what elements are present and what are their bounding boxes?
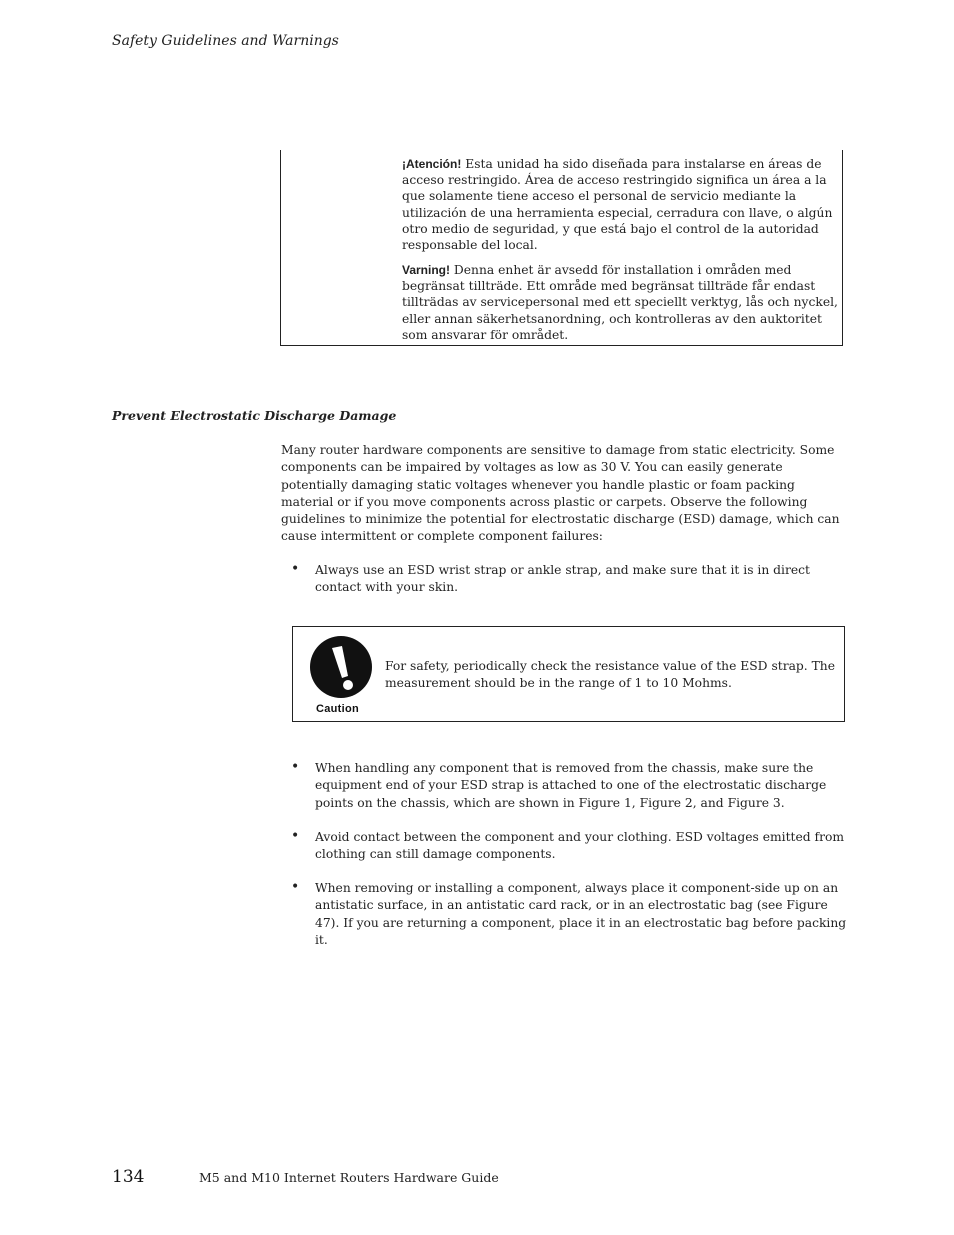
caution-label: Caution <box>316 703 360 715</box>
running-head: Safety Guidelines and Warnings <box>112 33 339 49</box>
bullet-item-2: When handling any component that is removed from the chassis, make sure the equipment end of your ESD strap is attached to one of the electrostatic discharge points on the chassis, which are shown in Figure 1, Figure 2, and Figure 3. <box>315 761 827 810</box>
warning-spanish <box>402 156 842 253</box>
warning-swedish-text: Denna enhet är avsedd för installation i områden med begränsat tillträde. Ett område med begränsat tillträde får endast tillträdas av servicepersonal med ett speciellt verktyg, lås och nyckel, eller annan säkerhetsanordning, och kontrolleras av den auktoritet som ansvarar för området. <box>402 263 838 342</box>
warning-spanish-text: Esta unidad ha sido diseñada para instalarse en áreas de acceso restringido. Área de acceso restringido significa un área a la que solamente tiene acceso el personal de servicio mediante la utilización de una herramienta especial, cerradura con llave, o algún otro medio de seguridad, y que está bajo el control de la autoridad responsable del local. <box>402 157 833 253</box>
page-number: 134 <box>112 1167 145 1187</box>
warning-swedish-heading: Varning! <box>402 263 451 277</box>
bullet-item-4: When removing or installing a component, always place it component-side up on an antistatic surface, in an antistatic card rack, or in an electrostatic bag (see Figure 47). If you are returning a component, place it in an electrostatic bag before packing it. <box>315 881 847 947</box>
intro-paragraph: Many router hardware components are sensitive to damage from static electricity. Some components can be impaired by voltages as low as 30 V. You can easily generate potentially damaging static voltages whenever you handle plastic or foam packing material or if you move components across plastic or carpets. Observe the following guidelines to minimize the potential for electrostatic discharge (ESD) damage, which can cause intermittent or complete component failures: <box>281 443 840 544</box>
section-title: Prevent Electrostatic Discharge Damage <box>112 408 397 423</box>
bullet-item-3: Avoid contact between the component and your clothing. ESD voltages emitted from clothing can still damage components. <box>315 830 845 862</box>
exclamation-circle-icon <box>309 635 373 699</box>
bullet-marker: • <box>291 879 300 895</box>
warning-spanish-heading: ¡Atención! <box>402 157 462 171</box>
bullet-marker: • <box>291 561 300 577</box>
bullet-marker: • <box>291 759 300 775</box>
bullet-marker: • <box>291 828 300 844</box>
caution-text: For safety, periodically check the resistance value of the ESD strap. The measurement should be in the range of 1 to 10 Mohms. <box>385 659 836 690</box>
bullet-item-1: Always use an ESD wrist strap or ankle strap, and make sure that it is in direct contact with your skin. <box>315 563 810 595</box>
footer-document-title: M5 and M10 Internet Routers Hardware Guide <box>199 1170 499 1185</box>
warning-swedish <box>402 262 842 343</box>
